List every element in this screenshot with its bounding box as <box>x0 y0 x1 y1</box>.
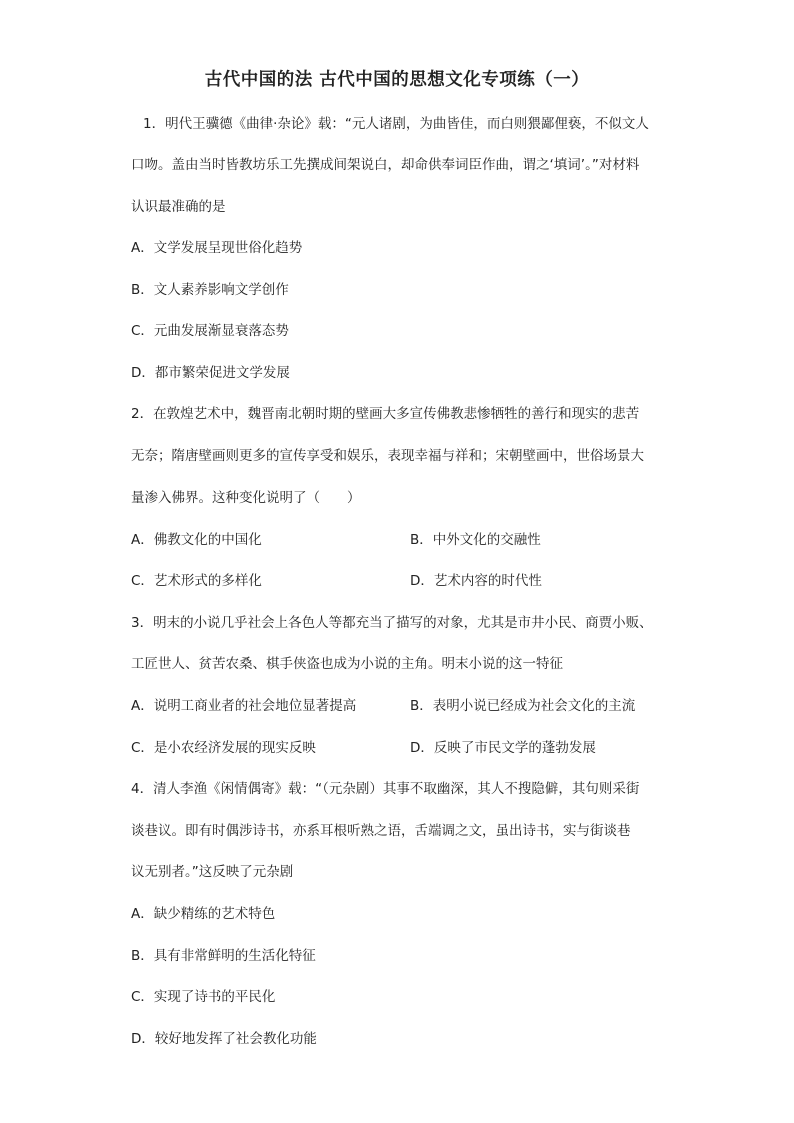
question-2-stem-line-3: 量渗入佛界。这种变化说明了（ ） <box>131 490 361 506</box>
question-2-option-b: B．中外文化的交融性 <box>410 532 541 548</box>
question-2-stem-line-1: 2．在敦煌艺术中，魏晋南北朝时期的壁画大多宣传佛教悲惨牺牲的善行和现实的悲苦 <box>131 406 640 422</box>
question-4-option-a: A．缺少精练的艺术特色 <box>131 906 276 922</box>
question-3-option-c: C．是小农经济发展的现实反映 <box>131 740 316 756</box>
question-1-stem-line-1: 1．明代王骥德《曲律·杂论》载：“元人诸剧，为曲皆佳，而白则猥鄙俚亵，不似文人 <box>143 116 649 132</box>
question-1-stem-line-3: 认识最准确的是 <box>131 199 226 215</box>
question-3-stem-line-1: 3．明末的小说几乎社会上各色人等都充当了描写的对象，尤其是市井小民、商贾小贩、 <box>131 615 653 631</box>
question-4-stem-line-1: 4．清人李渔《闲情偶寄》载：“（元杂剧）其事不取幽深，其人不搜隐僻，其句则采街 <box>131 781 640 797</box>
question-3-stem-line-2: 工匠世人、贫苦农桑、棋手侠盗也成为小说的主角。明末小说的这一特征 <box>131 656 563 672</box>
question-4-option-d: D．较好地发挥了社会教化功能 <box>131 1031 317 1047</box>
question-2-stem-line-2: 无奈；隋唐壁画则更多的宣传享受和娱乐，表现幸福与祥和；宋朝壁画中，世俗场景大 <box>131 448 644 464</box>
page-title: 古代中国的法 古代中国的思想文化专项练（一） <box>204 70 590 90</box>
question-1-stem-line-2: 口吻。盖由当时皆教坊乐工先撰成间架说白，却命供奉词臣作曲，谓之‘填词’。”对材料 <box>131 157 640 173</box>
question-2-option-a: A．佛教文化的中国化 <box>131 532 262 548</box>
question-1-option-c: C．元曲发展渐显衰落态势 <box>131 323 289 339</box>
question-3-option-d: D．反映了市民文学的蓬勃发展 <box>410 740 596 756</box>
question-2-option-d: D．艺术内容的时代性 <box>410 573 542 589</box>
question-4-stem-line-3: 议无别者。”这反映了元杂剧 <box>131 864 294 880</box>
question-4-stem-line-2: 谈巷议。即有时偶涉诗书，亦系耳根听熟之语，舌端调之文，虽出诗书，实与街谈巷 <box>131 823 631 839</box>
question-3-option-a: A．说明工商业者的社会地位显著提高 <box>131 698 357 714</box>
question-3-option-b: B．表明小说已经成为社会文化的主流 <box>410 698 636 714</box>
question-4-option-b: B．具有非常鲜明的生活化特征 <box>131 948 316 964</box>
question-1-option-a: A．文学发展呈现世俗化趋势 <box>131 240 303 256</box>
question-1-option-b: B．文人素养影响文学创作 <box>131 282 289 298</box>
question-2-option-c: C．艺术形式的多样化 <box>131 573 262 589</box>
question-1-option-d: D．都市繁荣促进文学发展 <box>131 365 290 381</box>
question-4-option-c: C．实现了诗书的平民化 <box>131 989 276 1005</box>
